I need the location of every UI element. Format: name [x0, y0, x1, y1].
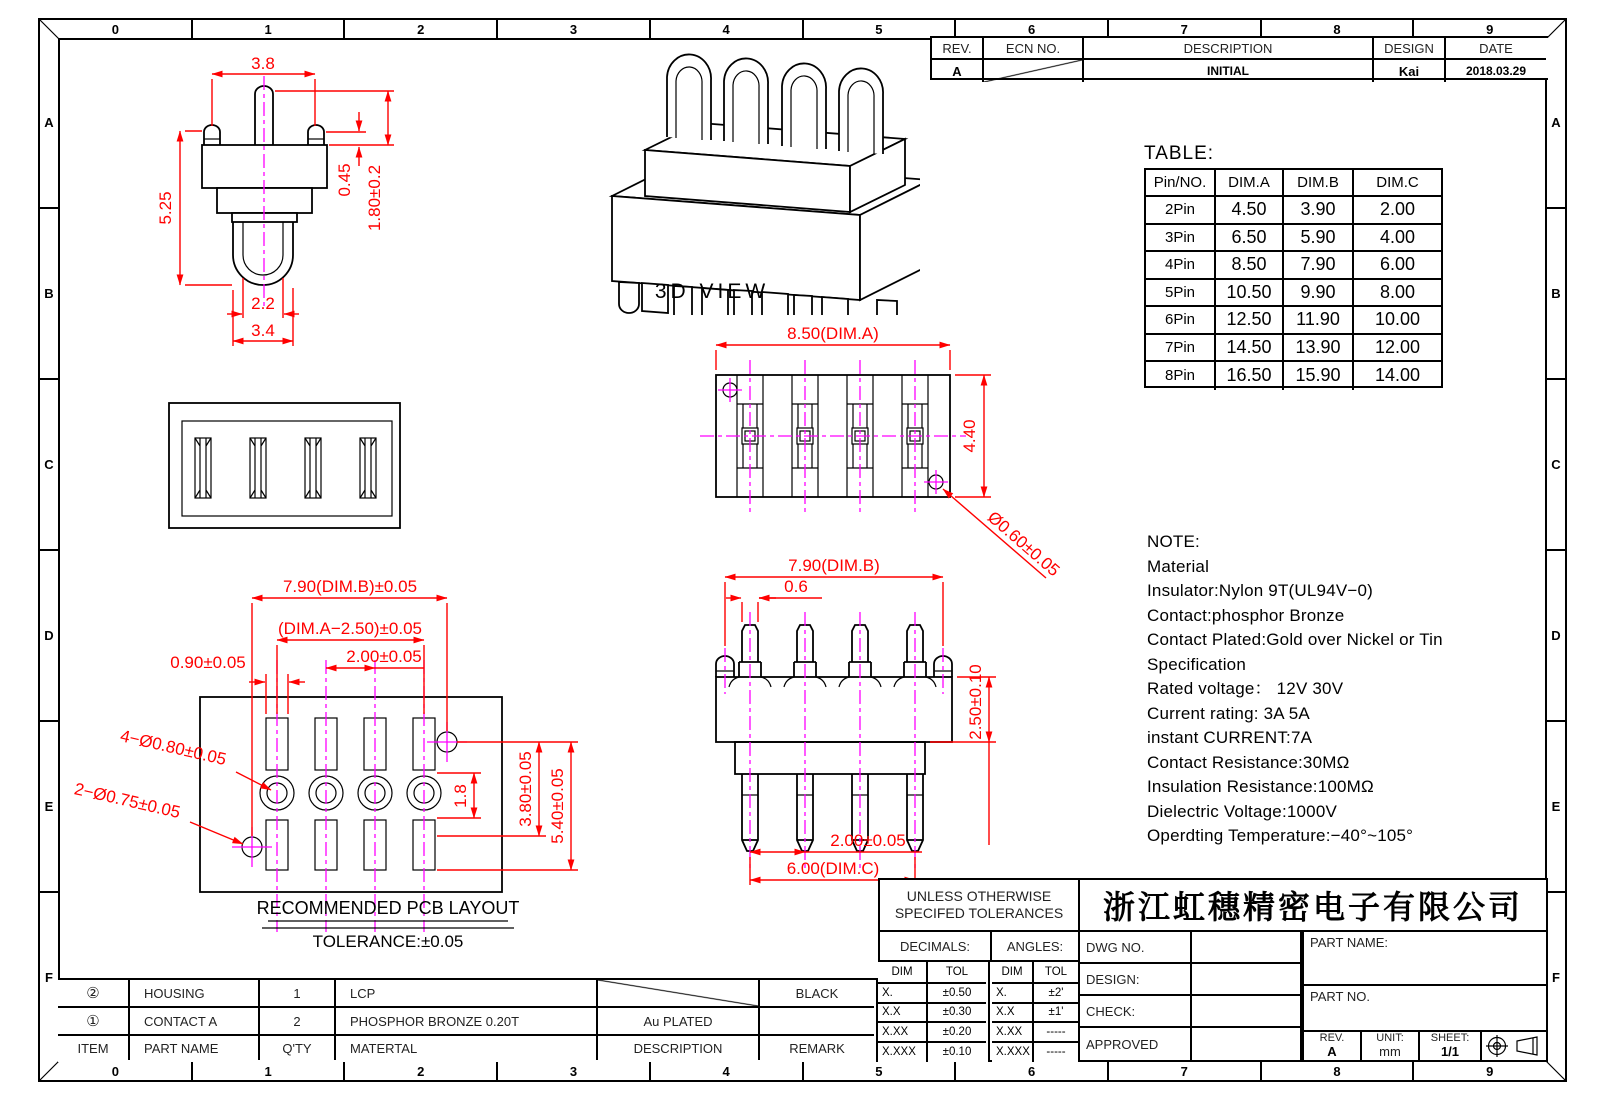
angles-label: ANGLES: — [992, 932, 1080, 962]
svg-text:2.00±0.05: 2.00±0.05 — [830, 831, 906, 850]
dim-0_6 — [726, 577, 822, 622]
svg-text:0.6: 0.6 — [784, 577, 808, 596]
svg-text:8.50(DIM.A): 8.50(DIM.A) — [787, 324, 879, 343]
three-d-view — [575, 40, 920, 315]
check-label: CHECK: — [1080, 996, 1192, 1028]
part-name-1: CONTACT A — [130, 1008, 260, 1036]
sheet-cell: SHEET: 1/1 — [1420, 1032, 1482, 1060]
svg-text:2.50±0.10: 2.50±0.10 — [966, 664, 985, 740]
bottom-view — [160, 395, 410, 535]
part-info-section — [1304, 932, 1546, 1060]
projection-symbol-icon — [1485, 1035, 1543, 1057]
pcb-layout-view — [55, 555, 645, 955]
svg-text:(DIM.A−2.50)±0.05: (DIM.A−2.50)±0.05 — [278, 619, 422, 638]
dwg-no-value — [1192, 932, 1300, 964]
decimals-label: DECIMALS: — [880, 932, 992, 962]
dim-pcb-4-holes — [118, 726, 271, 790]
svg-text:2.2: 2.2 — [251, 294, 275, 313]
svg-text:6.00(DIM.C): 6.00(DIM.C) — [786, 859, 880, 878]
svg-text:2−Ø0.75±0.05: 2−Ø0.75±0.05 — [72, 779, 183, 823]
design-value: Kai — [1374, 60, 1446, 82]
dim-pcb-0_90 — [170, 653, 305, 714]
svg-text:2.00±0.05: 2.00±0.05 — [346, 647, 422, 666]
material-1: PHOSPHOR BRONZE 0.20T — [336, 1008, 598, 1036]
design-label: DESIGN: — [1080, 964, 1192, 996]
svg-text:1.8: 1.8 — [451, 784, 470, 808]
three-d-view-label: 3D VIEW — [654, 280, 770, 303]
svg-text:4−Ø0.80±0.05: 4−Ø0.80±0.05 — [118, 726, 229, 770]
approval-section — [1080, 932, 1300, 1060]
title-block — [878, 878, 1548, 1062]
bottom-view-slots — [195, 438, 376, 498]
rev-cell: REV. A — [1304, 1032, 1362, 1060]
qty-1: 2 — [260, 1008, 336, 1036]
svg-text:3.80±0.05: 3.80±0.05 — [516, 751, 535, 827]
svg-text:0.90±0.05: 0.90±0.05 — [170, 653, 246, 672]
dwg-no-label: DWG NO. — [1080, 932, 1192, 964]
svg-text:7.90(DIM.B): 7.90(DIM.B) — [788, 556, 880, 575]
date-value: 2018.03.29 — [1465, 64, 1527, 78]
part-name-2: HOUSING — [130, 980, 260, 1008]
connector-3d — [612, 54, 920, 315]
item-2: ② — [58, 980, 130, 1008]
unit-cell: UNIT: mm — [1362, 1032, 1420, 1060]
right-ear — [308, 125, 324, 146]
border-columns-bottom: 0 1 2 3 4 5 6 7 8 9 — [40, 1062, 1565, 1080]
dim-2_00 — [750, 831, 922, 852]
svg-text:7.90(DIM.B)±0.05: 7.90(DIM.B)±0.05 — [282, 577, 418, 596]
svg-text:1.80±0.2: 1.80±0.2 — [365, 164, 384, 232]
dim-pcb-1_8 — [437, 773, 481, 818]
qty-2: 1 — [260, 980, 336, 1008]
material-2: LCP — [336, 980, 598, 1008]
front-view — [670, 550, 1090, 890]
check-value — [1192, 996, 1300, 1028]
dim-pcb-b — [252, 577, 447, 836]
design-col-header: DESIGN — [1374, 38, 1446, 60]
dim-table: Pin/NO. DIM.A DIM.B DIM.C 2Pin 4.50 3.90 2.00 3Pin 6.50 5.90 4.00 4Pin 8.50 7.90 6.00 5Pin 10.50 9.90 8.00 6Pin 12.50 11.90 10.00 7Pin 14.50 13.90 12.00 8Pin 16.50 15.90 14.00 — [1144, 168, 1443, 388]
decimals-table: DIM TOL X. ±0.50 X.X ±0.30 X.XX ±0.20 X.XXX ±0.10 — [878, 962, 990, 1062]
dim-2_50 — [930, 664, 996, 845]
remark-1 — [760, 1008, 874, 1036]
description-1: Au PLATED — [598, 1008, 760, 1036]
dim-table-title: TABLE: — [1144, 143, 1215, 164]
svg-text:4.40: 4.40 — [960, 419, 979, 453]
u-contact-inner — [243, 222, 283, 275]
border-rows-right: A B C D E F — [1547, 38, 1565, 1062]
dim-4_40 — [955, 375, 991, 497]
design-value — [1192, 964, 1300, 996]
description-col-header: DESCRIPTION — [1084, 38, 1374, 60]
dim-2_2 — [227, 278, 299, 318]
svg-text:5.40±0.05: 5.40±0.05 — [548, 768, 567, 844]
description-value: INITIAL — [1084, 60, 1374, 82]
approved-label: APPROVED — [1080, 1028, 1192, 1060]
pcb-pads — [242, 718, 457, 870]
parts-table: ② HOUSING 1 LCP BLACK ① CONTACT A 2 PHOSPHOR BRONZE 0.20T Au PLATED ITEM PART NAME Q'TY MATERTAL DESCRIPTION REMARK — [58, 978, 878, 1062]
front-view-body — [716, 625, 952, 851]
projection-symbol-cell — [1482, 1032, 1546, 1060]
pcb-layout-title: RECOMMENDED PCB LAYOUT — [256, 898, 520, 918]
note-block: NOTE: Material Insulator:Nylon 9T(UL94V−0) Contact:phosphor Bronze Contact Plated:Gold over Nickel or Tin Specification Rated voltage： 12V 30V Current rating: 3A 5A instant CURRENT:7A Contact Resistance:30MΩ Insulation Resistance:100MΩ Dielectric Voltage:1000V Operdting Temperature:−40°~105° — [1147, 532, 1443, 845]
pcb-tolerance-label: TOLERANCE:±0.05 — [312, 932, 464, 951]
dim-pcb-pitch — [326, 647, 424, 668]
remark-2: BLACK — [760, 980, 874, 1008]
angles-table: DIM TOL X. ±2' X.X ±1' X.XX ----- X.XXX ----- — [992, 962, 1080, 1062]
company-name: 浙江虹穗精密电子有限公司 — [1080, 880, 1546, 932]
svg-text:5.25: 5.25 — [156, 191, 175, 225]
part-name-label: PART NAME: — [1304, 932, 1546, 986]
item-1: ① — [58, 1008, 130, 1036]
svg-text:3.4: 3.4 — [251, 321, 275, 340]
approved-value — [1192, 1028, 1300, 1060]
part-no-label: PART NO. — [1304, 986, 1546, 1032]
contact-side-view — [130, 45, 410, 370]
ecn-col-header: ECN NO. — [984, 38, 1084, 60]
description-2-cell — [598, 980, 760, 1008]
border-rows-left: A B C D E F — [40, 38, 58, 1062]
dim-pcb-2-holes — [72, 779, 243, 844]
revision-table — [930, 36, 1548, 80]
left-ear — [204, 125, 220, 146]
date-col-header: DATE — [1446, 38, 1546, 60]
ecn-value-cell — [984, 60, 1084, 82]
tolerance-note: UNLESS OTHERWISE SPECIFED TOLERANCES — [880, 880, 1080, 932]
svg-text:3.8: 3.8 — [251, 54, 275, 73]
dim-pcb-a — [277, 619, 424, 714]
rev-value: A — [932, 60, 984, 82]
rev-col-header: REV. — [932, 38, 984, 60]
svg-text:0.45: 0.45 — [335, 163, 354, 197]
border-columns-top: 0 1 2 3 4 5 6 7 8 9 — [40, 20, 1565, 38]
svg-text:Ø0.60±0.05: Ø0.60±0.05 — [983, 507, 1064, 581]
